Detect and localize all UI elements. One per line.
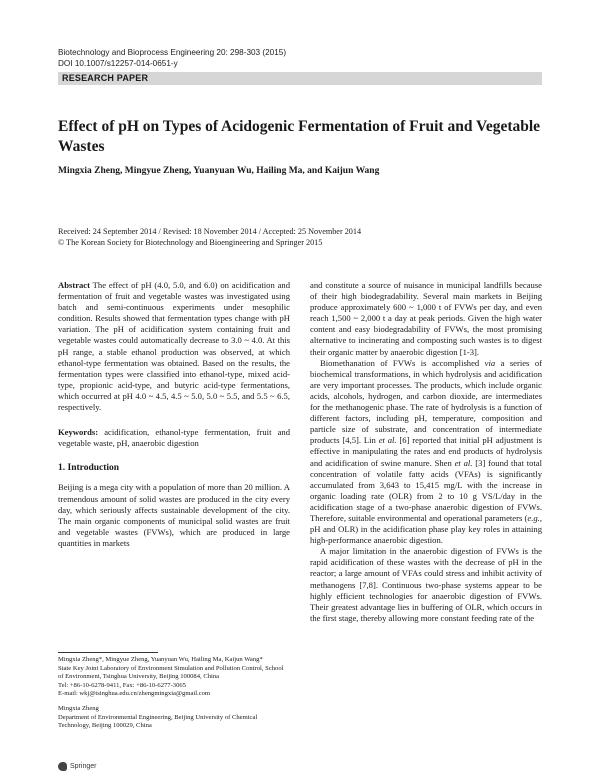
springer-horse-icon <box>58 762 67 771</box>
intro-paragraph-3: A major limitation in the anaerobic digestion of FVWs is the rapid acidification of these wastes with the decrease of pH in the reactor; a large amount of VFAs could stress and inhibit activity of methanogens [7,8]. Continuous two-phase systems appear to be highly efficient technologies for anaerobic digestion of FVWs. Their greatest advantage lies in buffering of OLR, which occurs in the first stage, thereby allowing more constant feeding rate of the <box>310 546 542 623</box>
footnote-authors: Mingxia Zheng*, Mingyue Zheng, Yuanyuan Wu, Hailing Ma, Kaijun Wang* <box>58 656 263 663</box>
p2-via: via <box>484 357 496 368</box>
abstract-label: Abstract <box>58 280 90 290</box>
footnote-affiliation-1: State Key Joint Laboratory of Environment Simulation and Pollution Control, School of Environment, Tsinghua University, Beijing 100084, China <box>58 664 284 681</box>
journal-citation: Biotechnology and Bioprocess Engineering 20: 298-303 (2015) <box>58 48 287 57</box>
footnote-email: E-mail: wkj@tsinghua.edu.cn/zhengmingxia@gmail.com <box>58 690 211 698</box>
abstract <box>58 280 290 413</box>
p2-etal-1: et al. <box>378 435 397 446</box>
footnote-affiliation-2: Department of Environmental Engineering, Beijing University of Chemical Technology, Beijing 100029, China <box>58 713 258 730</box>
keywords-text: acidification, ethanol-type fermentation, fruit and vegetable waste, pH, anaerobic digestion <box>58 427 290 449</box>
publisher-logo <box>58 762 96 771</box>
intro-paragraph-1-cont: and constitute a source of nuisance in municipal landfills because of their high biodegradability. Several main markets in Beijing produce approximately 600 ~ 1,000 t of FVWs per day, and even reach 1,500 ~ 2,000 t a day at peak periods. Given the high water content and easy biodegradability of FVWs, the most promising alternative to incinerating and composting such wastes is to digest their organic matter by anaerobic digestion [1-3]. <box>310 280 542 357</box>
paper-title: Effect of pH on Types of Acidogenic Fermentation of Fruit and Vegetable Wastes <box>58 118 541 155</box>
keywords-label: Keywords: <box>58 427 99 438</box>
author-list: Mingxia Zheng, Mingyue Zheng, Yuanyuan Wu, Hailing Ma, and Kaijun Wang <box>58 166 380 176</box>
right-column <box>310 280 542 624</box>
copyright-line: © The Korean Society for Biotechnology and Bioengineering and Springer 2015 <box>58 238 323 247</box>
p2-part-e: , pH and OLR) in the acidification phase play key roles in attaining high-performance anaerobic digestion. <box>310 512 542 546</box>
doi: DOI 10.1007/s12257-014-0651-y <box>58 59 178 68</box>
p2-part-a: Biomethanation of FVWs is accomplished <box>320 357 485 368</box>
footnote-name-2: Mingxia Zheng <box>58 704 99 712</box>
publisher-name: Springer <box>70 763 97 770</box>
p2-part-c: [6] reported that initial pH adjustment is effective in manipulating the rates and end products of hydrolysis and acidification of swine manure. Shen <box>310 435 543 468</box>
p2-part-b: a series of biochemical transformations, in which hydrolysis and acidification are very important processes. The products, which include organic acids, alcohols, hydrogen, and carbon dioxide, are intermediates for the methanogenic phase. The rate of hydrolysis is a function of different factors, including pH, temperature, composition and particle size of substrate, and concentration of intermediate products [4,5]. Lin <box>310 357 542 446</box>
footnote-divider <box>58 652 158 653</box>
p2-etal-2: et al. <box>454 457 473 468</box>
left-column <box>58 280 290 549</box>
p2-part-d: [3] found that total concentration of volatile fatty acids (VFAs) is significantly accumulated from 3,643 to 15,415 mg/L with the increase in organic loading rate (OLR) from 2 to 10 g VS/L/day in the acidification stage of a two-phase anaerobic digestion of FVWs. Therefore, suitable environmental and operational parameters ( <box>310 457 542 523</box>
section-banner: RESEARCH PAPER <box>58 72 542 85</box>
received-dates: Received: 24 September 2014 / Revised: 18 November 2014 / Accepted: 25 November 2014 <box>58 227 362 236</box>
abstract-text: The effect of pH (4.0, 5.0, and 6.0) on acidification and fermentation of fruit and vegetable wastes was investigated using batch and semi-continuous experiments under mesophilic condition. Results showed that fermentation types change with pH variation. The pH of acidification system containing fruit and vegetable wastes could automatically decrease to 3.0 ~ 4.0. At this pH range, a stable ethanol production was observed, at which ethanol-type fermentation was obtained. Based on the results, the fermentation types were classified into ethanol-type, mixed acid-type, propionic acid-type, and butyric acid-type fermentations, which occurred at pH 4.0 ~ 4.5, 4.5 ~ 5.0, 5.0 ~ 5.5, and 5.5 ~ 6.5, respectively. <box>58 280 290 413</box>
footnotes <box>58 656 290 731</box>
section-heading-introduction: 1. Introduction <box>58 463 120 474</box>
journal-header <box>58 47 286 69</box>
history-dates <box>58 226 361 248</box>
keywords <box>58 427 290 449</box>
footnote-tel-fax: Tel: +86-10-6278-9411, Fax: +86-10-6277-3065 <box>58 681 186 689</box>
intro-paragraph-2 <box>310 358 542 547</box>
p2-eg: e.g. <box>527 512 540 523</box>
intro-paragraph-1: Beijing is a mega city with a population of more than 20 million. A tremendous amount of solid wastes are produced in the city every day, which seriously affects sustainable development of the city. The main organic components of municipal solid wastes are fruit and vegetable wastes (FVWs), which are produced in large quantities in markets <box>58 482 290 548</box>
